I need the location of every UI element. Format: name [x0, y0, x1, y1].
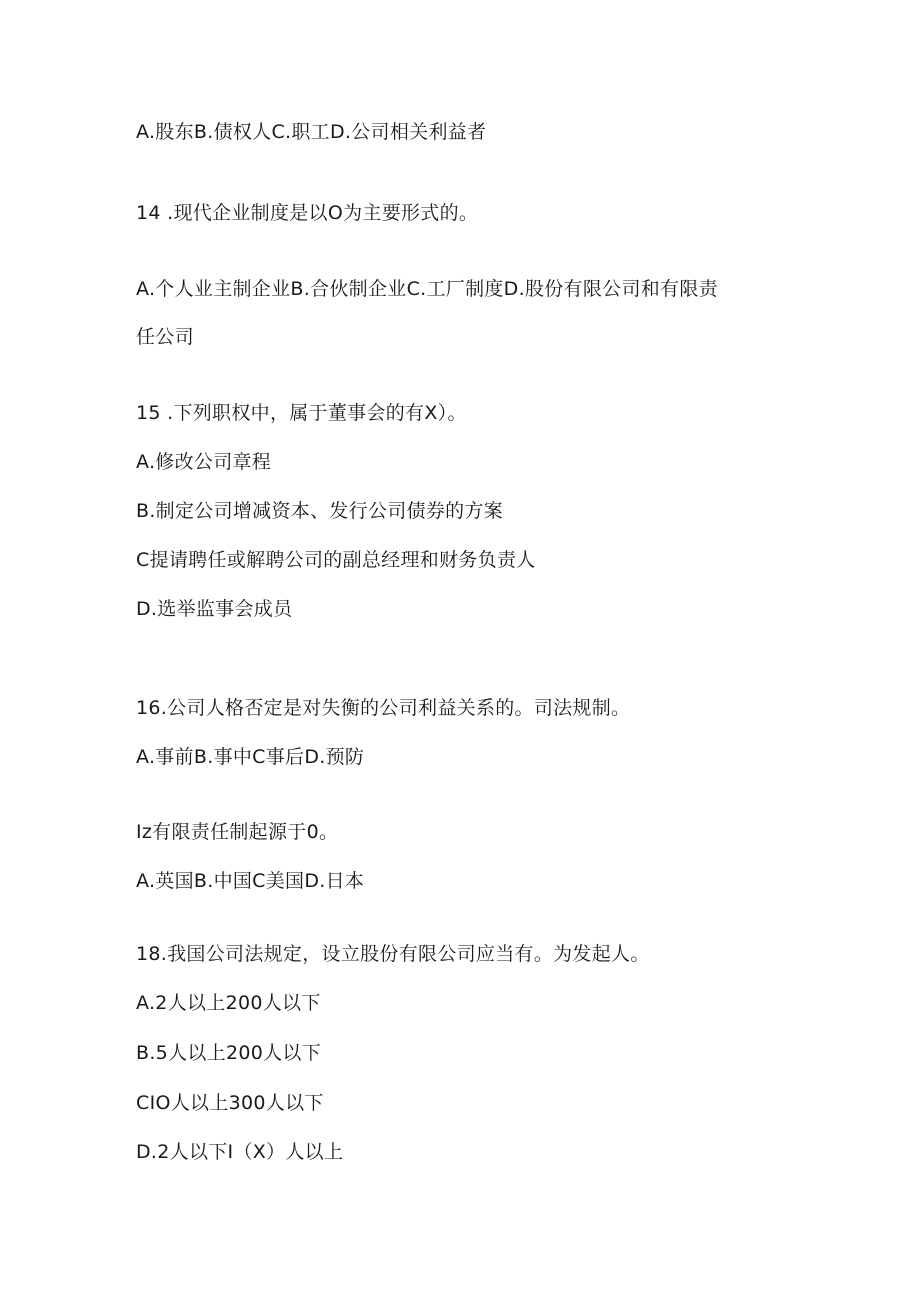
q17-question: Iz有限责任制起源于0。 — [136, 821, 339, 843]
q15-option-b: B.制定公司增减资本、发行公司债券的方案 — [136, 500, 504, 522]
q17-options: A.英国B.中国C美国D.日本 — [136, 870, 365, 892]
q14-options-line2: 任公司 — [136, 326, 194, 348]
q14-options-line1: A.个人业主制企业B.合伙制企业C.工厂制度D.股份有限公司和有限责 — [136, 278, 718, 300]
q18-question: 18.我国公司法规定，设立股份有限公司应当有。为发起人。 — [136, 943, 650, 965]
q15-option-d: D.选举监事会成员 — [136, 598, 293, 620]
q16-question: 16.公司人格否定是对失衡的公司利益关系的。司法规制。 — [136, 697, 631, 719]
q18-option-c: CIO人以上300人以下 — [136, 1092, 324, 1114]
q15-option-c: C提请聘任或解聘公司的副总经理和财务负责人 — [136, 549, 536, 571]
q15-question: 15 .下列职权中，属于董事会的有X）。 — [136, 402, 467, 424]
q18-option-b: B.5人以上200人以下 — [136, 1042, 322, 1064]
q14-question: 14 .现代企业制度是以O为主要形式的。 — [136, 202, 479, 224]
q13-options: A.股东B.债权人C.职工D.公司相关利益者 — [136, 121, 487, 143]
q16-options: A.事前B.事中C事后D.预防 — [136, 746, 365, 768]
q15-option-a: A.修改公司章程 — [136, 451, 272, 473]
q18-option-a: A.2人以上200人以下 — [136, 992, 321, 1014]
q18-option-d: D.2人以下I（X）人以上 — [136, 1141, 344, 1163]
